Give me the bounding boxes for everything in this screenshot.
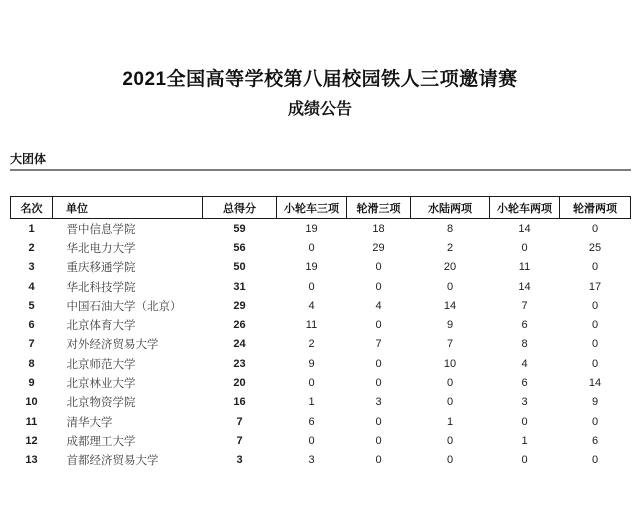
column-header-1: 单位	[53, 197, 203, 219]
section-label-team: 大团体	[10, 152, 47, 166]
score-cell: 0	[521, 454, 528, 467]
score-cell: 0	[446, 280, 454, 293]
score-cell: 7	[521, 299, 528, 312]
total-score-cell: 3	[236, 454, 243, 467]
rank-cell: 13	[25, 454, 38, 467]
column-header-0: 名次	[11, 197, 53, 219]
rank-cell: 4	[28, 280, 35, 293]
page-subtitle: 成绩公告	[287, 101, 352, 118]
score-cell: 25	[588, 241, 602, 254]
table-row	[11, 431, 631, 450]
table-row	[11, 393, 631, 412]
table-row	[11, 238, 631, 257]
rank-cell: 3	[28, 261, 35, 274]
unit-cell: 清华大学	[66, 416, 113, 429]
score-cell: 1	[308, 396, 315, 409]
table-row	[11, 219, 631, 239]
table-row	[11, 258, 631, 277]
table-row	[11, 277, 631, 296]
score-cell: 0	[375, 415, 382, 428]
total-score-cell: 7	[236, 415, 243, 428]
total-score-cell: 26	[233, 319, 246, 332]
total-score-cell: 31	[233, 280, 246, 293]
score-cell: 4	[308, 299, 315, 312]
unit-cell: 华北科技学院	[66, 281, 136, 294]
column-header-3: 小轮车三项	[277, 197, 347, 219]
unit-cell: 北京体育大学	[66, 320, 136, 333]
score-cell: 0	[375, 434, 382, 447]
score-cell: 14	[518, 222, 531, 235]
rank-cell: 2	[28, 241, 35, 254]
score-cell: 4	[521, 357, 528, 370]
rank-cell: 5	[28, 299, 35, 312]
score-cell: 0	[591, 261, 599, 274]
unit-cell: 晋中信息学院	[66, 223, 136, 236]
table-row	[11, 296, 631, 315]
score-cell: 3	[375, 396, 382, 409]
section-divider	[10, 169, 631, 171]
score-cell: 6	[521, 319, 528, 332]
unit-cell: 对外经济贸易大学	[66, 339, 159, 352]
total-score-cell: 24	[233, 338, 246, 351]
column-header-6: 小轮车两项	[490, 197, 560, 219]
score-cell: 10	[443, 357, 457, 370]
score-cell: 0	[308, 434, 315, 447]
score-cell: 0	[446, 377, 454, 390]
score-cell: 0	[521, 415, 528, 428]
score-cell: 29	[372, 241, 385, 254]
score-cell: 0	[375, 319, 382, 332]
score-cell: 6	[308, 415, 315, 428]
score-cell: 0	[375, 280, 382, 293]
score-cell: 0	[446, 396, 454, 409]
score-cell: 0	[375, 357, 382, 370]
table-row	[11, 373, 631, 392]
score-cell: 0	[591, 299, 599, 312]
score-cell: 14	[518, 280, 531, 293]
unit-cell: 首都经济贸易大学	[66, 455, 159, 468]
unit-cell: 北京师范大学	[66, 358, 136, 371]
score-cell: 1	[446, 415, 454, 428]
score-cell: 0	[521, 241, 528, 254]
score-cell: 0	[446, 434, 454, 447]
total-score-cell: 59	[233, 222, 246, 235]
rank-cell: 1	[28, 222, 35, 235]
score-cell: 9	[308, 357, 315, 370]
column-header-5: 水陆两项	[411, 197, 490, 219]
total-score-cell: 20	[233, 377, 246, 390]
score-cell: 8	[521, 338, 528, 351]
score-cell: 0	[591, 338, 599, 351]
score-cell: 9	[446, 319, 454, 332]
score-cell: 0	[375, 454, 382, 467]
table-row	[11, 354, 631, 373]
page-title: 2021全国高等学校第八届校园铁人三项邀请赛	[122, 69, 518, 90]
rank-cell: 8	[28, 357, 35, 370]
column-header-7: 轮滑两项	[560, 197, 631, 219]
total-score-cell: 56	[233, 241, 246, 254]
unit-cell: 华北电力大学	[66, 242, 136, 255]
score-cell: 7	[446, 338, 454, 351]
score-cell: 2	[308, 338, 315, 351]
table-row	[11, 315, 631, 334]
unit-cell: 成都理工大学	[66, 435, 136, 448]
score-cell: 0	[591, 454, 599, 467]
score-cell: 19	[305, 222, 318, 235]
rank-cell: 12	[25, 434, 38, 447]
score-cell: 0	[591, 415, 599, 428]
rank-cell: 11	[25, 415, 38, 428]
total-score-cell: 7	[236, 434, 243, 447]
total-score-cell: 16	[233, 396, 246, 409]
unit-cell: 中国石油大学（北京）	[66, 300, 182, 313]
score-cell: 0	[446, 454, 454, 467]
score-cell: 0	[375, 377, 382, 390]
score-cell: 14	[443, 299, 457, 312]
unit-cell: 北京林业大学	[66, 378, 136, 391]
table-row	[11, 412, 631, 431]
rank-cell: 10	[25, 396, 38, 409]
score-cell: 0	[591, 319, 599, 332]
score-cell: 7	[375, 338, 382, 351]
column-header-4: 轮滑三项	[347, 197, 411, 219]
table-row	[11, 335, 631, 354]
unit-cell: 重庆移通学院	[66, 262, 136, 275]
rank-cell: 9	[28, 377, 35, 390]
total-score-cell: 50	[233, 261, 246, 274]
score-cell: 11	[518, 261, 531, 274]
score-cell: 9	[591, 396, 599, 409]
score-cell: 4	[375, 299, 382, 312]
total-score-cell: 23	[233, 357, 246, 370]
score-cell: 11	[305, 319, 318, 332]
table-header-row	[11, 197, 631, 219]
score-cell: 3	[521, 396, 528, 409]
score-cell: 0	[375, 261, 382, 274]
score-cell: 0	[591, 222, 599, 235]
score-cell: 3	[308, 454, 315, 467]
table-row	[11, 451, 631, 470]
results-table	[10, 196, 631, 470]
score-cell: 6	[521, 377, 528, 390]
score-cell: 0	[308, 377, 315, 390]
score-cell: 14	[588, 377, 602, 390]
score-cell: 18	[372, 222, 385, 235]
unit-cell: 北京物资学院	[66, 397, 136, 410]
score-cell: 0	[308, 241, 315, 254]
score-cell: 6	[591, 434, 599, 447]
rank-cell: 6	[28, 319, 35, 332]
score-cell: 17	[588, 280, 602, 293]
score-cell: 19	[305, 261, 318, 274]
score-cell: 2	[446, 241, 454, 254]
rank-cell: 7	[28, 338, 35, 351]
score-cell: 0	[591, 357, 599, 370]
score-cell: 20	[443, 261, 457, 274]
score-cell: 8	[446, 222, 454, 235]
score-cell: 1	[521, 434, 528, 447]
column-header-2: 总得分	[203, 197, 277, 219]
total-score-cell: 29	[233, 299, 246, 312]
score-cell: 0	[308, 280, 315, 293]
